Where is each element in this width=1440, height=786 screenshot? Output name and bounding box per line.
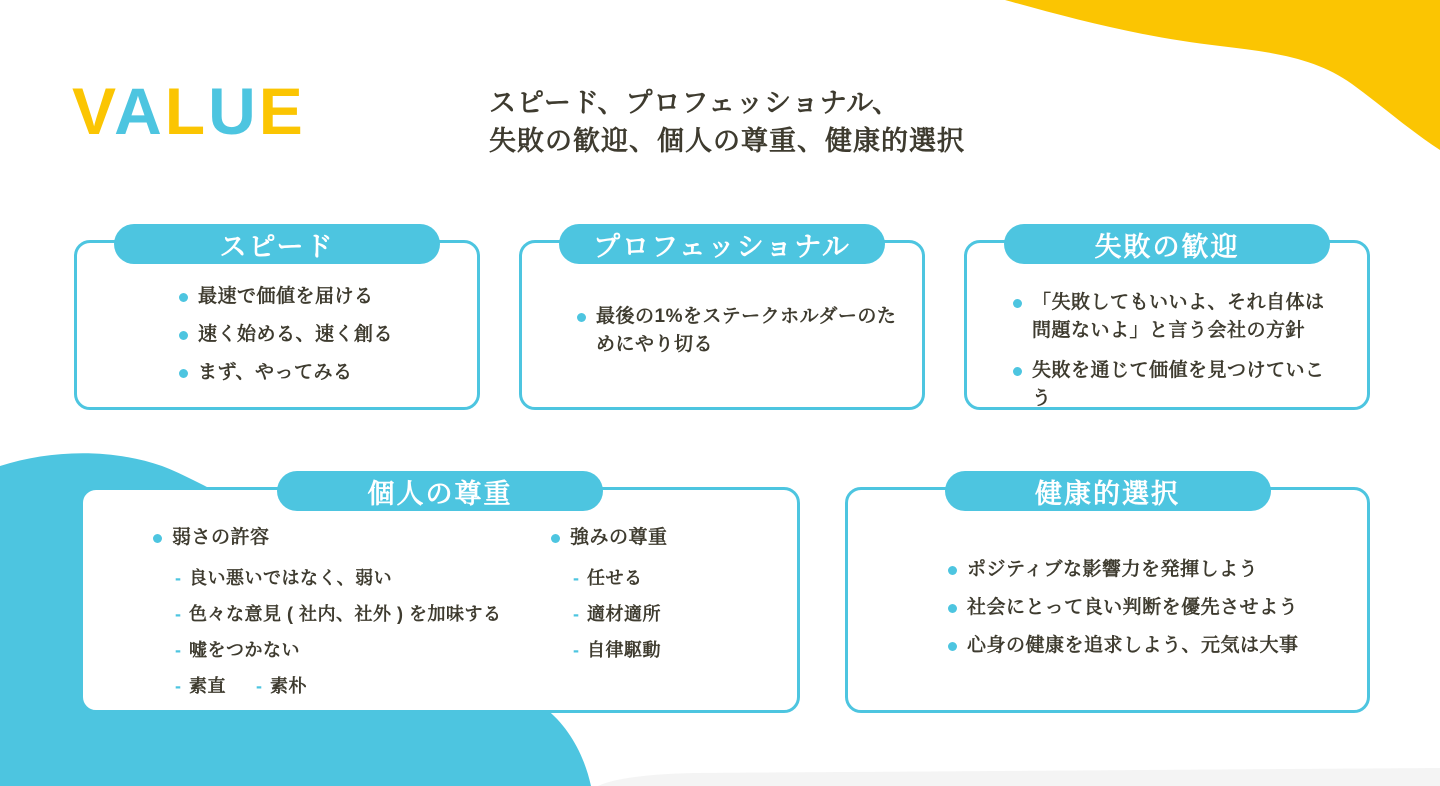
card-body bbox=[967, 243, 1367, 407]
dash-icon: - bbox=[175, 640, 181, 660]
subitem bbox=[175, 565, 392, 592]
subtitle-line-2: 失敗の歓迎、個人の尊重、健康的選択 bbox=[489, 126, 965, 156]
subitem-row bbox=[175, 673, 551, 700]
value-card-welcome-failure bbox=[964, 231, 1370, 410]
subtitle-line-1: スピード、プロフェッショナル、 bbox=[489, 88, 901, 118]
subitem-row bbox=[573, 565, 797, 592]
subitem-row bbox=[175, 601, 551, 628]
subitem-text: 適材適所 bbox=[587, 604, 661, 624]
bullet-text: 社会にとって良い判断を優先させよう bbox=[967, 597, 1299, 618]
subitem bbox=[175, 637, 300, 664]
subitem bbox=[573, 601, 661, 628]
bullet-dot-icon bbox=[948, 642, 957, 651]
card-title: 失敗の歓迎 bbox=[1094, 231, 1240, 262]
bullet-text: 弱さの許容 bbox=[172, 527, 270, 548]
card-title: スピード bbox=[219, 231, 335, 262]
bullet-item bbox=[1013, 357, 1343, 413]
subitem bbox=[573, 637, 661, 664]
bullet-item bbox=[179, 321, 463, 349]
bullet-item bbox=[948, 594, 1349, 622]
card-title: 健康的選択 bbox=[1035, 478, 1180, 509]
card-column bbox=[551, 524, 797, 710]
yellow-blob bbox=[1005, 0, 1440, 150]
subitem-text: 素直 bbox=[189, 676, 226, 696]
subitem-row bbox=[175, 637, 551, 664]
value-card-speed bbox=[74, 231, 480, 410]
value-title-letter: E bbox=[258, 74, 306, 148]
bullet-item bbox=[948, 556, 1349, 584]
card-body bbox=[848, 490, 1367, 710]
dash-icon: - bbox=[256, 676, 262, 696]
subitem-text: 色々な意見 ( 社内、社外 ) を加味する bbox=[189, 604, 502, 624]
bullet-text: 「失敗してもいいよ、それ自体は問題ないよ」と言う会社の方針 bbox=[1032, 292, 1325, 341]
bullet-text: ポジティブな影響力を発揮しよう bbox=[967, 559, 1258, 580]
bullet-item bbox=[1013, 289, 1343, 345]
dash-icon: - bbox=[175, 604, 181, 624]
card-body bbox=[83, 490, 797, 710]
subitem bbox=[573, 565, 643, 592]
slide-subtitle bbox=[489, 84, 965, 160]
subitem-row bbox=[175, 565, 551, 592]
bullet-dot-icon bbox=[179, 293, 188, 302]
card-title: プロフェッショナル bbox=[593, 231, 851, 262]
bullet-text: まず、やってみる bbox=[198, 362, 353, 383]
bullet-dot-icon bbox=[179, 331, 188, 340]
value-card-professional bbox=[519, 231, 925, 410]
value-title-letter: U bbox=[208, 74, 259, 148]
value-title-letter: A bbox=[114, 74, 165, 148]
subitem bbox=[256, 673, 307, 700]
subitem-text: 自律駆動 bbox=[587, 640, 661, 660]
sub-list bbox=[551, 565, 797, 664]
bullet-dot-icon bbox=[1013, 367, 1022, 376]
dash-icon: - bbox=[573, 604, 579, 624]
sub-list bbox=[153, 565, 551, 700]
dash-icon: - bbox=[573, 640, 579, 660]
value-title bbox=[72, 74, 306, 148]
bullet-item bbox=[179, 359, 463, 387]
card-title: 個人の尊重 bbox=[367, 478, 513, 509]
bullet-dot-icon bbox=[153, 534, 162, 543]
dash-icon: - bbox=[175, 676, 181, 696]
subitem-row bbox=[573, 637, 797, 664]
subitem-row bbox=[573, 601, 797, 628]
subitem-text: 嘘をつかない bbox=[189, 640, 300, 660]
card-body bbox=[522, 243, 922, 407]
subitem-text: 任せる bbox=[587, 568, 643, 588]
bullet-item bbox=[179, 283, 463, 311]
bullet-item bbox=[948, 632, 1349, 660]
value-card-healthy-choice bbox=[845, 478, 1370, 713]
column-heading bbox=[153, 524, 551, 552]
gray-blob bbox=[598, 768, 1440, 786]
card-body bbox=[77, 243, 477, 407]
bullet-dot-icon bbox=[179, 369, 188, 378]
dash-icon: - bbox=[175, 568, 181, 588]
bullet-text: 失敗を通じて価値を見つけていこう bbox=[1032, 360, 1325, 409]
dash-icon: - bbox=[573, 568, 579, 588]
subitem bbox=[175, 673, 226, 700]
bullet-dot-icon bbox=[577, 313, 586, 322]
subitem bbox=[175, 601, 502, 628]
value-title-letter: L bbox=[164, 74, 209, 148]
bullet-dot-icon bbox=[1013, 299, 1022, 308]
value-card-respect-individual bbox=[80, 478, 800, 713]
bullet-item bbox=[577, 303, 902, 359]
bullet-dot-icon bbox=[948, 604, 957, 613]
bullet-text: 最速で価値を届ける bbox=[198, 286, 374, 307]
bullet-text: 最後の1%をステークホルダーのためにやり切る bbox=[596, 306, 897, 355]
value-title-letter: V bbox=[72, 74, 115, 148]
bullet-dot-icon bbox=[948, 566, 957, 575]
bullet-text: 強みの尊重 bbox=[570, 527, 668, 548]
subitem-text: 素朴 bbox=[270, 676, 307, 696]
card-column bbox=[153, 524, 551, 710]
column-heading bbox=[551, 524, 797, 552]
bullet-text: 速く始める、速く創る bbox=[198, 324, 394, 345]
bullet-text: 心身の健康を追求しよう、元気は大事 bbox=[967, 635, 1299, 656]
bullet-dot-icon bbox=[551, 534, 560, 543]
subitem-text: 良い悪いではなく、弱い bbox=[189, 568, 393, 588]
